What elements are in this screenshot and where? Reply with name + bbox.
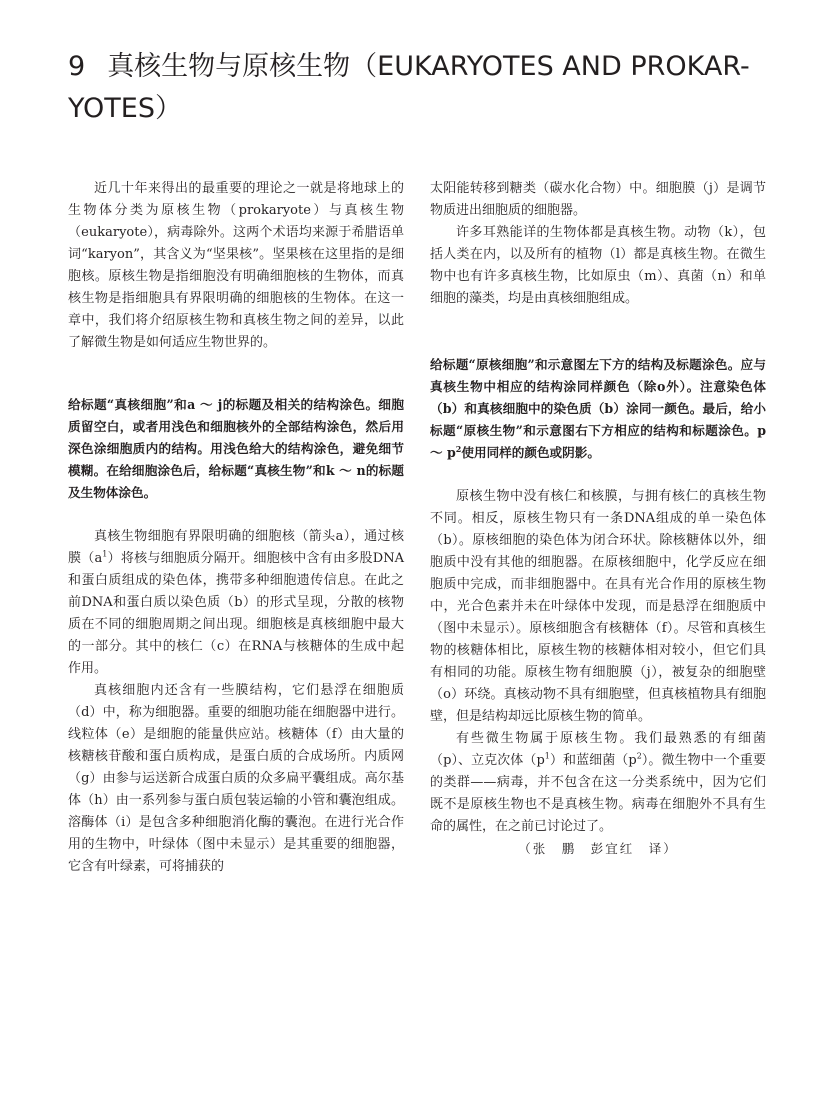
prokaryote-examples-paragraph: 有些微生物属于原核生物。我们最熟悉的有细菌（p）、立克次体$(p^1)$和蓝细菌$(p^2)$。微生物中一个重要的类群——病毒，并不包含在这一分类系统中，因为它们既不是原核生物也不是真核生物。病毒在细胞外不具有生命的属性，在之前已讨论过了。 — [430, 731, 766, 834]
right-column — [430, 178, 766, 860]
chapter-title: 真核生物与原核生物（EUKARYOTES AND PROKAR-YOTES） — [68, 51, 750, 124]
prokaryote-structure-paragraph: 原核生物中没有核仁和核膜，与拥有核仁的真核生物不同。相反，原核生物只有一条DNA组成的单一染色体（b）。原核细胞的染色体为闭合环状。除核糖体以外，细胞质中没有其他的细胞器。在原核细胞中，化学反应在细胞质中完成，而非细胞器中。在具有光合作用的原核生物中，光合色素并未在叶绿体中发现，而是悬浮在细胞质中（图中未显示）。原核细胞含有核糖体（f）。尽管和真核生物的核糖体相比，原核生物的核糖体相对较小，但它们具有相同的功能。原核生物有细胞膜（j），被复杂的细胞壁（o）环绕。真核动物不具有细胞壁，但真核植物具有细胞壁，但是结构却远比原核生物的简单。 — [430, 489, 766, 724]
left-column — [68, 178, 404, 878]
eukaryote-nucleus-paragraph: 真核生物细胞有界限明确的细胞核（箭头a），通过核膜$(a^1)$将核与细胞质分隔开。细胞核中含有由多股DNA和蛋白质组成的染色体，携带多种细胞遗传信息。在此之前DNA和蛋白质以染色质（b）的形式呈现，分散的核物质在不同的细胞周期之间出现。细胞核是真核细胞中最大的一部分。其中的核仁（c）在RNA与核糖体的生成中起作用。 — [68, 529, 404, 676]
chapter-number: 9 — [68, 51, 86, 82]
eukaryote-examples-paragraph: 许多耳熟能详的生物体都是真核生物。动物（k），包括人类在内，以及所有的植物（l）都是真核生物。在微生物中也有许多真核生物，比如原虫（m）、真菌（n）和单细胞的藻类，均是由真核细胞组成。 — [430, 225, 766, 306]
coloring-instruction-prokaryotic: 给标题“原核细胞”和示意图左下方的结构及标题涂色。应与真核生物中相应的结构涂同样颜色（除o外）。注意染色体（b）和真核细胞中的染色质（b）涂同一颜色。最后，给小标题“原核生物”和示意图右下方相应的结构和标题涂色。p ～ $p^2$使用同样的颜色或阴影。 — [430, 357, 766, 460]
page-title — [68, 46, 768, 130]
eukaryote-organelles-paragraph: 真核细胞内还含有一些膜结构，它们悬浮在细胞质（d）中，称为细胞器。重要的细胞功能在细胞器中进行。线粒体（e）是细胞的能量供应站。核糖体（f）由大量的核糖核苷酸和蛋白质构成，是蛋白质的合成场所。内质网（g）由参与运送新合成蛋白质的众多扁平囊组成。高尔基体（h）由一系列参与蛋白质包装运输的小管和囊泡组成。溶酶体（i）是包含多种细胞消化酶的囊泡。在进行光合作用的生物中，叶绿体（图中未显示）是其重要的细胞器，它含有叶绿素，可将捕获的 — [68, 683, 404, 874]
coloring-instruction-eukaryotic: 给标题“真核细胞”和a ～ j的标题及相关的结构涂色。细胞质留空白，或者用浅色和细胞核外的全部结构涂色，然后用深色涂细胞质内的结构。用浅色给大的结构涂色，避免细节模糊。在给细胞涂色后，给标题“真核生物”和k ～ n的标题及生物体涂色。 — [68, 397, 404, 500]
translator-credit: （张 鹏 彭宜红 译） — [518, 841, 678, 856]
intro-paragraph: 近几十年来得出的最重要的理论之一就是将地球上的生物体分类为原核生物（prokaryote）与真核生物（eukaryote），病毒除外。这两个术语均来源于希腊语单词“karyon”，其含义为“坚果核”。坚果核在这里指的是细胞核。原核生物是指细胞没有明确细胞核的生物体，而真核生物是指细胞具有界限明确的细胞核的生物体。在这一章中，我们将介绍原核生物和真核生物之间的差异，以此了解微生物是如何适应生物世界的。 — [68, 181, 404, 350]
continued-paragraph: 太阳能转移到糖类（碳水化合物）中。细胞膜（j）是调节物质进出细胞质的细胞器。 — [430, 181, 766, 218]
